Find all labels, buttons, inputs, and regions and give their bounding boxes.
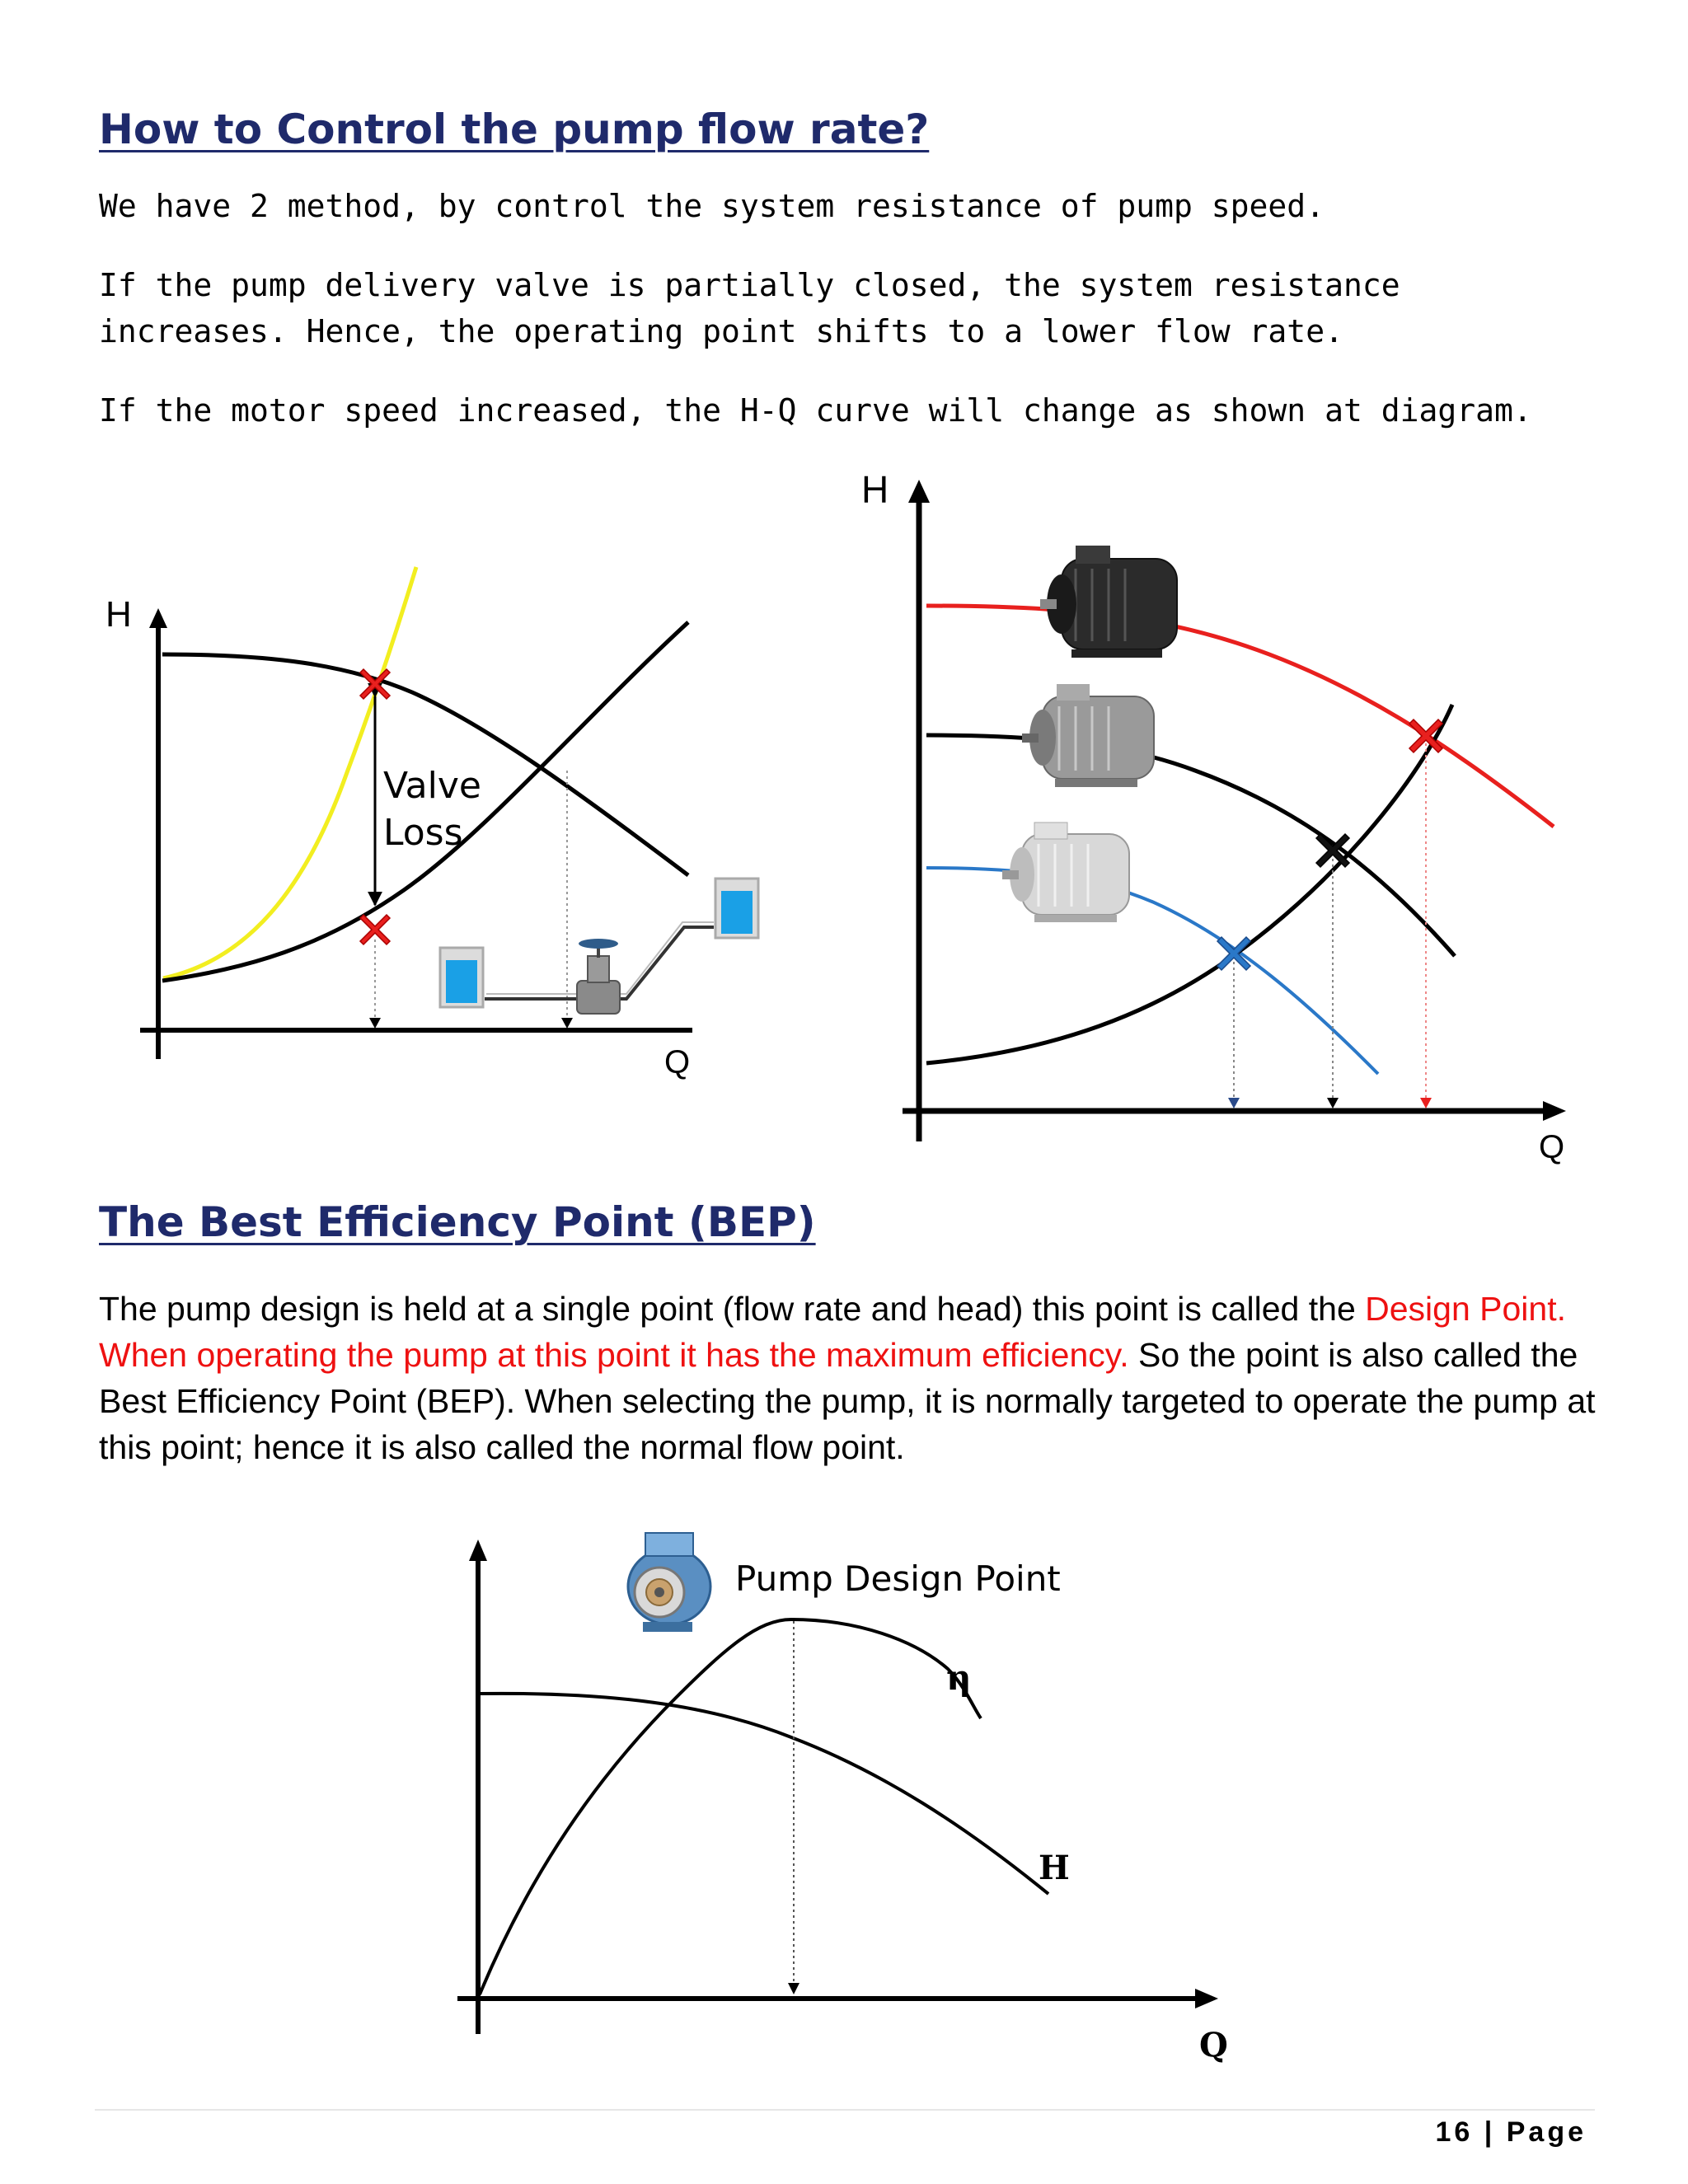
speed-diagram bbox=[861, 468, 1566, 1165]
paragraph-motor-speed: If the motor speed increased, the H-Q curve will change as shown at diagram. bbox=[99, 392, 1532, 429]
valve-y-arrow-icon bbox=[149, 608, 167, 628]
gate-valve-icon bbox=[577, 939, 620, 1014]
bep-design-point-label: Pump Design Point bbox=[735, 1558, 1061, 1599]
bep-text-part-2: So the point is also called the Best Efficiency Point (BEP). When selecting the pump, it is normally targeted to operate the pump at this point; hence it is also called the normal flow point. bbox=[99, 1336, 1596, 1466]
bep-head-curve bbox=[480, 1694, 1048, 1894]
speed-drop-arrow-medium-icon bbox=[1327, 1098, 1339, 1108]
valve-drop-arrow-1-icon bbox=[369, 1018, 381, 1029]
speed-axis-h-label: H bbox=[861, 468, 889, 511]
footer-divider bbox=[95, 2109, 1595, 2111]
valve-diagram bbox=[106, 567, 758, 1080]
bep-text-highlight: Design Point. When operating the pump at this point it has the maximum efficiency. bbox=[99, 1290, 1566, 1374]
paragraph-methods: We have 2 method, by control the system resistance of pump speed. bbox=[99, 188, 1325, 224]
bep-diagram bbox=[457, 1533, 1228, 2064]
bep-q-label: Q bbox=[1199, 2026, 1228, 2064]
low-speed-hq-curve bbox=[926, 868, 1378, 1074]
motor-light-icon bbox=[1002, 823, 1129, 922]
bep-x-arrow-icon bbox=[1195, 1989, 1218, 2008]
valve-drop-arrow-2-icon bbox=[561, 1018, 573, 1029]
speed-drop-arrow-high-icon bbox=[1420, 1098, 1432, 1108]
motor-dark-icon bbox=[1040, 546, 1177, 658]
valve-loss-label-1: Valve bbox=[383, 765, 481, 807]
motor-grey-icon bbox=[1022, 684, 1154, 787]
valve-axis-q-label: Q bbox=[664, 1044, 691, 1080]
section-title-bep: The Best Efficiency Point (BEP) bbox=[99, 1198, 816, 1246]
bep-h-label: H bbox=[1039, 1849, 1070, 1887]
page-word: Page bbox=[1506, 2116, 1587, 2148]
bep-text-part-1: The pump design is held at a single point (flow rate and head) this point is called the bbox=[99, 1290, 1366, 1328]
high-speed-hq-curve bbox=[926, 606, 1554, 827]
page-footer bbox=[1435, 2116, 1587, 2149]
speed-system-curve bbox=[926, 705, 1452, 1063]
tank-right-icon bbox=[715, 879, 758, 938]
paragraph-bep bbox=[99, 1286, 1607, 1470]
bep-efficiency-curve bbox=[480, 1619, 981, 1994]
paragraph-valve: If the pump delivery valve is partially closed, the system resistance increases. Hence, the operating point shifts to a lower flow rate. bbox=[99, 267, 1400, 349]
speed-x-arrow-icon bbox=[1543, 1101, 1566, 1121]
bep-y-arrow-icon bbox=[469, 1540, 487, 1561]
throttled-system-curve bbox=[163, 567, 416, 978]
speed-y-arrow-icon bbox=[908, 480, 930, 503]
page-number: 16 bbox=[1435, 2116, 1474, 2148]
section-title-flow-control: How to Control the pump flow rate? bbox=[99, 105, 930, 153]
valve-axis-h-label: H bbox=[106, 594, 132, 635]
operating-point-low-speed-icon bbox=[1217, 937, 1250, 970]
speed-drop-arrow-low-icon bbox=[1228, 1098, 1240, 1108]
speed-axis-q-label: Q bbox=[1539, 1129, 1565, 1165]
bep-design-arrow-icon bbox=[788, 1983, 799, 1994]
tank-left-icon bbox=[440, 948, 483, 1007]
valve-loss-label-2: Loss bbox=[383, 812, 463, 854]
bep-eta-label: η bbox=[946, 1657, 972, 1698]
centrifugal-pump-icon bbox=[628, 1533, 710, 1632]
page-separator: | bbox=[1484, 2116, 1496, 2148]
